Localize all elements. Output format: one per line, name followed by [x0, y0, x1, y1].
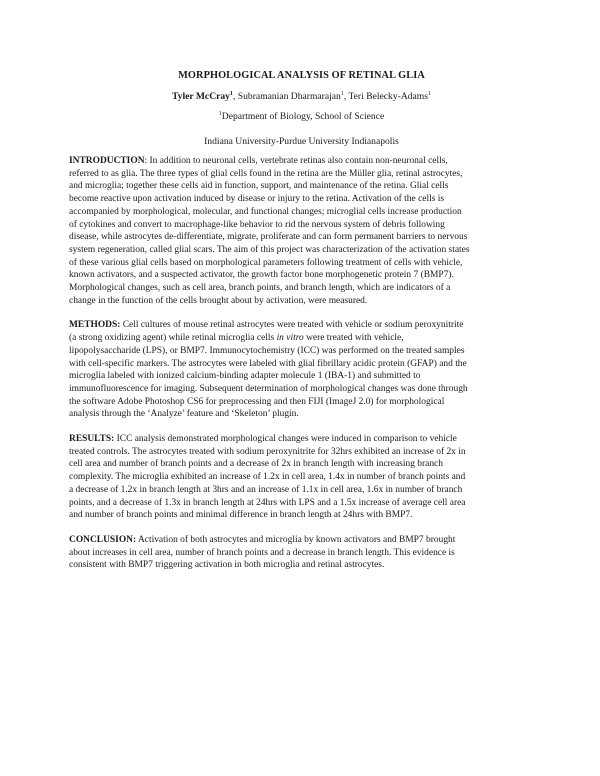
intro-line: known activators, and a suspected activator, the growth factor bone morphogenetic protein 7 (BMP7). — [69, 270, 454, 281]
methods-line: the software Adobe Photoshop CS6 for preprocessing and then FIJI (ImageJ 2.0) for morphological — [69, 396, 445, 407]
intro-line: system regeneration, called glial scars. The aim of this project was characterization of the activation states — [69, 244, 470, 255]
conclusion-section — [69, 534, 534, 572]
methods-section — [69, 319, 534, 421]
conclusion-label: CONCLUSION: — [69, 534, 137, 545]
affiliation-university: Indiana University-Purdue University Indianapolis — [204, 136, 399, 147]
methods-text: Cell cultures of mouse retinal astrocytes were treated with vehicle or sodium peroxynitrite — [120, 320, 464, 331]
intro-line: become reactive upon activation induced by disease or injury to the retina. Activation of the cells is — [69, 194, 445, 205]
intro-line: accompanied by morphological, molecular, and functional changes; microglial cells increase production — [69, 206, 462, 217]
author-lead — [172, 91, 233, 102]
intro-line: change in the function of the cells brought about by activation, were measured. — [69, 295, 368, 306]
intro-line: and microglia; together these cells aid in function, support, and maintenance of the retina. Glial cells — [69, 181, 449, 192]
conclusion-line: consistent with BMP7 triggering activation in both microglia and retinal astrocytes. — [69, 560, 385, 571]
affiliation-sup: 1 — [218, 111, 222, 117]
doc-title: MORPHOLOGICAL ANALYSIS OF RETINAL GLIA — [178, 70, 425, 81]
methods-line: microglia labeled with ionized calcium-binding adapter molecule 1 (IBA-1) and submitted to — [69, 371, 421, 382]
methods-line: analysis through the ‘Analyze’ feature and ‘Skeleton’ plugin. — [69, 409, 299, 420]
results-line: complexity. The microglia exhibited an increase of 1.2x in cell area, 1.4x in number of branch points and — [69, 472, 466, 483]
results-line: a decrease of 1.2x in branch length at 3hrs and an increase of 1.1x in cell area, 1.6x in number of branch — [69, 484, 463, 495]
author-sep: , — [343, 91, 349, 102]
results-line: cell area and number of branch points and a decrease of 2x in branch length with increasing branch — [69, 459, 443, 470]
intro-label: INTRODUCTION — [69, 156, 145, 166]
author-second: Subramanian Dharmarajan — [237, 91, 341, 102]
methods-text: were treated with vehicle, — [303, 333, 404, 344]
methods-line — [69, 332, 534, 345]
author-third: Teri Belecky-Adams — [348, 91, 428, 102]
intro-line: of these various glial cells based on morphological parameters following treatment of cells with vehicle, — [69, 257, 463, 268]
author-lead-name: Tyler McCray — [171, 91, 230, 102]
department-text: Department of Biology, School of Science — [221, 111, 385, 122]
intro-line: of cytokines and convert to macrophage-like behavior to rid the nervous system of debris following — [69, 219, 445, 230]
affiliation-department — [69, 110, 534, 123]
results-text: ICC analysis demonstrated morphological changes were induced in comparison to vehicle — [114, 434, 457, 445]
intro-line: disease, while astrocytes de-differentiate, migrate, proliferate and can form permanent barriers to nervous — [69, 232, 468, 243]
results-line: and number of branch points and minimal difference in branch length at 24hrs with BMP7. — [69, 510, 413, 521]
conclusion-line: about increases in cell area, number of branch points and a decrease in branch length. This evidence is — [69, 547, 455, 558]
author-second-sup: 1 — [340, 91, 344, 97]
results-label: RESULTS: — [69, 434, 115, 445]
results-line: points, and a decrease of 1.3x in branch length at 24hrs with LPS and a 1.5x increase of average cell area — [69, 497, 466, 508]
methods-label: METHODS: — [69, 320, 121, 331]
results-section — [69, 433, 534, 522]
methods-line: immunofluorescence for imaging. Subsequent determination of morphological changes was done through — [69, 383, 468, 394]
intro-text: : In addition to neuronal cells, vertebrate retinas also contain non-neuronal cells, — [144, 156, 448, 166]
author-third-sup: 1 — [428, 91, 431, 97]
results-line — [69, 433, 534, 446]
methods-line: with cell-specific markers. The astrocytes were labeled with glial fibrillary acidic protein (GFAP) and the — [69, 358, 467, 369]
intro-line: referred to as glia. The three types of glial cells found in the retina are the Müller glia, retinal astrocytes, — [69, 168, 463, 179]
methods-emphasis: in vitro — [276, 333, 304, 344]
intro-line — [69, 155, 534, 168]
intro-line: Morphological changes, such as cell area, branch points, and branch length, which are indicators of a — [69, 283, 451, 294]
author-lead-sup: 1 — [229, 91, 233, 97]
methods-line: lipopolysaccharide (LPS), or BMP7. Immunocytochemistry (ICC) was performed on the treated samples — [69, 345, 465, 356]
results-line: treated controls. The astrocytes treated with sodium peroxynitrite for 32hrs exhibited an increase of 2x in — [69, 446, 466, 457]
methods-line — [69, 319, 534, 332]
conclusion-line — [69, 534, 534, 547]
introduction-section — [69, 155, 534, 307]
methods-text: (a strong oxidizing agent) while retinal microglia cells — [69, 333, 277, 344]
conclusion-text: Activation of both astrocytes and microglia by known activators and BMP7 brought — [136, 534, 456, 545]
author-sep: , — [232, 91, 238, 102]
author-list — [69, 90, 534, 103]
